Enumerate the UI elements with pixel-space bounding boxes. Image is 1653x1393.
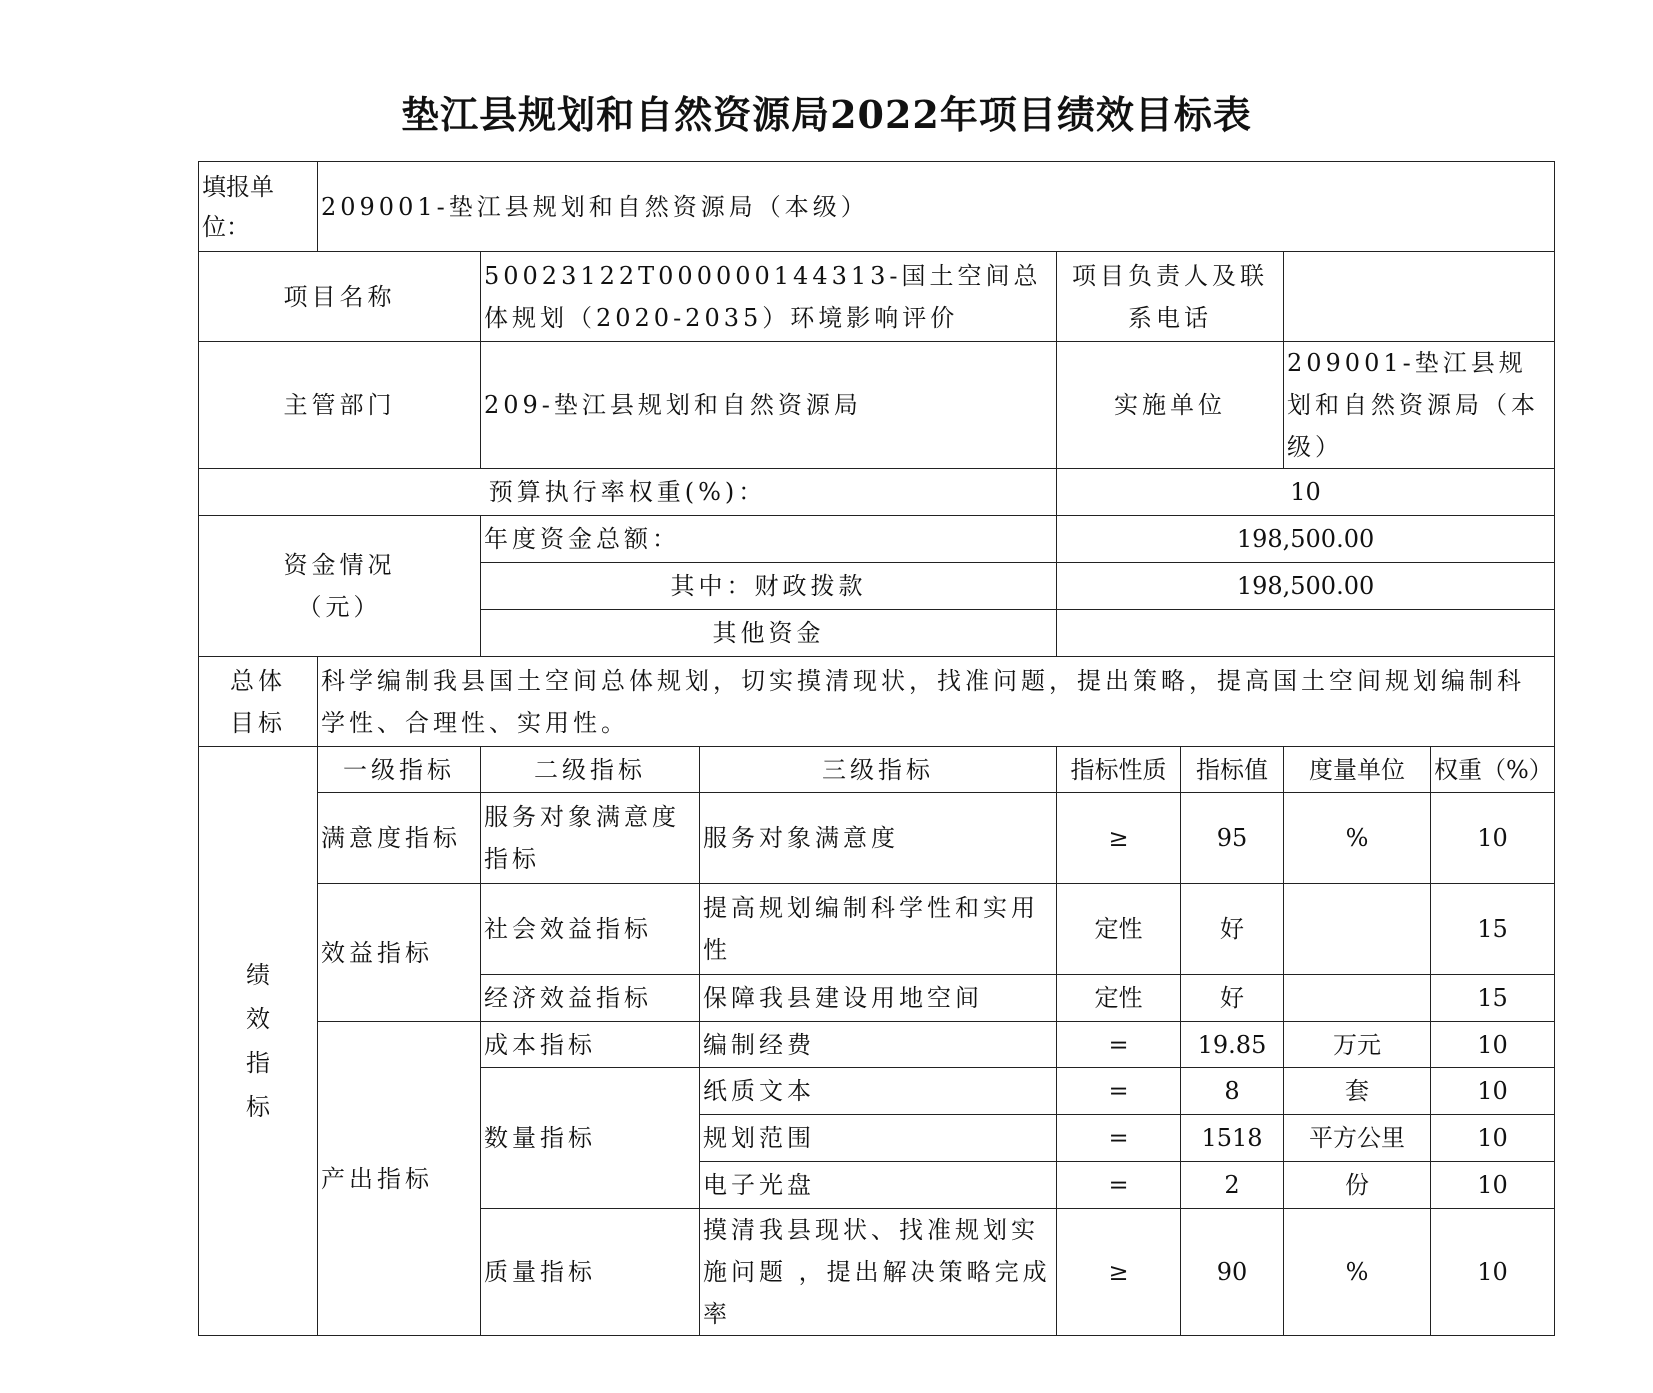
value-cell: 1518 — [1181, 1115, 1284, 1162]
project-name-value: 50023122T000000144313-国土空间总体规划（2020-2035）环境影响评价 — [481, 252, 1057, 342]
value-cell: 95 — [1181, 793, 1284, 884]
unit-cell: % — [1284, 1209, 1431, 1336]
table-row — [199, 793, 1555, 884]
indicators-label-char-2: 效 — [246, 1005, 270, 1033]
funds-total-row — [199, 516, 1555, 563]
unit-cell: 万元 — [1284, 1022, 1431, 1068]
implementing-unit-label: 实施单位 — [1057, 342, 1284, 469]
page-title: 垫江县规划和自然资源局2022年项目绩效目标表 — [401, 92, 1252, 137]
header-unit: 度量单位 — [1284, 747, 1431, 793]
level3-cell: 服务对象满意度 — [700, 793, 1057, 884]
overall-goal-label-1: 总体 — [230, 666, 286, 695]
nature-cell: = — [1057, 1162, 1181, 1209]
funds-label-cell — [199, 516, 481, 657]
reporting-unit-label: 填报单位： — [199, 162, 318, 252]
unit-cell: 平方公里 — [1284, 1115, 1431, 1162]
level2-cost: 成本指标 — [481, 1022, 700, 1068]
overall-goal-row — [199, 657, 1555, 747]
level2-economic-benefit: 经济效益指标 — [481, 975, 700, 1022]
level2-quality: 质量指标 — [481, 1209, 700, 1336]
value-cell: 8 — [1181, 1068, 1284, 1115]
level3-cell: 摸清我县现状、找准规划实施问题 ，提出解决策略完成率 — [700, 1209, 1057, 1336]
level3-cell: 规划范围 — [700, 1115, 1057, 1162]
implementing-unit-value: 209001-垫江县规划和自然资源局（本级） — [1284, 342, 1555, 469]
level1-output: 产出指标 — [318, 1022, 481, 1336]
value-cell: 好 — [1181, 975, 1284, 1022]
indicators-label-char-3: 指 — [246, 1049, 270, 1077]
header-level2: 二级指标 — [481, 747, 700, 793]
department-row — [199, 342, 1555, 469]
project-row — [199, 252, 1555, 342]
nature-cell: 定性 — [1057, 975, 1181, 1022]
project-contact-label: 项目负责人及联系电话 — [1057, 252, 1284, 342]
weight-cell: 10 — [1431, 793, 1555, 884]
funds-other-value — [1057, 610, 1555, 657]
overall-goal-label-cell — [199, 657, 318, 747]
nature-cell: = — [1057, 1068, 1181, 1115]
weight-cell: 15 — [1431, 884, 1555, 975]
level3-cell: 编制经费 — [700, 1022, 1057, 1068]
funds-total-value: 198,500.00 — [1057, 516, 1555, 563]
header-nature: 指标性质 — [1057, 747, 1181, 793]
level1-benefit: 效益指标 — [318, 884, 481, 1022]
weight-cell: 10 — [1431, 1162, 1555, 1209]
project-name-label: 项目名称 — [199, 252, 481, 342]
weight-cell: 10 — [1431, 1068, 1555, 1115]
table-row — [199, 884, 1555, 975]
nature-cell: ≥ — [1057, 1209, 1181, 1336]
weight-cell: 10 — [1431, 1022, 1555, 1068]
indicators-header-row — [199, 747, 1555, 793]
budget-weight-value: 10 — [1057, 469, 1555, 516]
reporting-unit-row — [199, 162, 1555, 252]
level1-satisfaction: 满意度指标 — [318, 793, 481, 884]
funds-label: 资金情况 — [283, 551, 396, 579]
indicators-label-char-1: 绩 — [246, 961, 270, 989]
weight-cell: 10 — [1431, 1209, 1555, 1336]
nature-cell: = — [1057, 1115, 1181, 1162]
level3-cell: 提高规划编制科学性和实用性 — [700, 884, 1057, 975]
overall-goal-label-2: 目标 — [230, 708, 286, 737]
department-value: 209-垫江县规划和自然资源局 — [481, 342, 1057, 469]
funds-total-label: 年度资金总额： — [481, 516, 1057, 563]
level2-service-satisfaction: 服务对象满意度指标 — [481, 793, 700, 884]
level3-cell: 保障我县建设用地空间 — [700, 975, 1057, 1022]
budget-weight-label: 预算执行率权重(%)： — [199, 469, 1057, 516]
project-contact-value — [1284, 252, 1555, 342]
value-cell: 19.85 — [1181, 1022, 1284, 1068]
indicators-label-char-4: 标 — [246, 1093, 270, 1121]
funds-other-label: 其他资金 — [481, 610, 1057, 657]
weight-cell: 10 — [1431, 1115, 1555, 1162]
nature-cell: = — [1057, 1022, 1181, 1068]
department-label: 主管部门 — [199, 342, 481, 469]
unit-cell: % — [1284, 793, 1431, 884]
header-level1: 一级指标 — [318, 747, 481, 793]
unit-cell: 份 — [1284, 1162, 1431, 1209]
value-cell: 2 — [1181, 1162, 1284, 1209]
nature-cell: 定性 — [1057, 884, 1181, 975]
level2-social-benefit: 社会效益指标 — [481, 884, 700, 975]
header-weight: 权重（%） — [1431, 747, 1555, 793]
value-cell: 90 — [1181, 1209, 1284, 1336]
weight-cell: 15 — [1431, 975, 1555, 1022]
header-value: 指标值 — [1181, 747, 1284, 793]
budget-weight-row — [199, 469, 1555, 516]
nature-cell: ≥ — [1057, 793, 1181, 884]
level2-quantity: 数量指标 — [481, 1068, 700, 1209]
value-cell: 好 — [1181, 884, 1284, 975]
overall-goal-text: 科学编制我县国土空间总体规划，切实摸清现状，找准问题，提出策略，提高国土空间规划编制科学性、合理性、实用性。 — [318, 657, 1555, 747]
level3-cell: 电子光盘 — [700, 1162, 1057, 1209]
unit-cell — [1284, 975, 1431, 1022]
level3-cell: 纸质文本 — [700, 1068, 1057, 1115]
table-row — [199, 1022, 1555, 1068]
unit-cell — [1284, 884, 1431, 975]
performance-indicators-label — [199, 747, 318, 1336]
performance-target-table — [198, 161, 1555, 1336]
funds-fiscal-label: 其中：财政拨款 — [481, 563, 1057, 610]
unit-cell: 套 — [1284, 1068, 1431, 1115]
funds-fiscal-value: 198,500.00 — [1057, 563, 1555, 610]
funds-unit: （元） — [297, 593, 382, 621]
header-level3: 三级指标 — [700, 747, 1057, 793]
reporting-unit-value: 209001-垫江县规划和自然资源局（本级） — [318, 162, 1555, 252]
